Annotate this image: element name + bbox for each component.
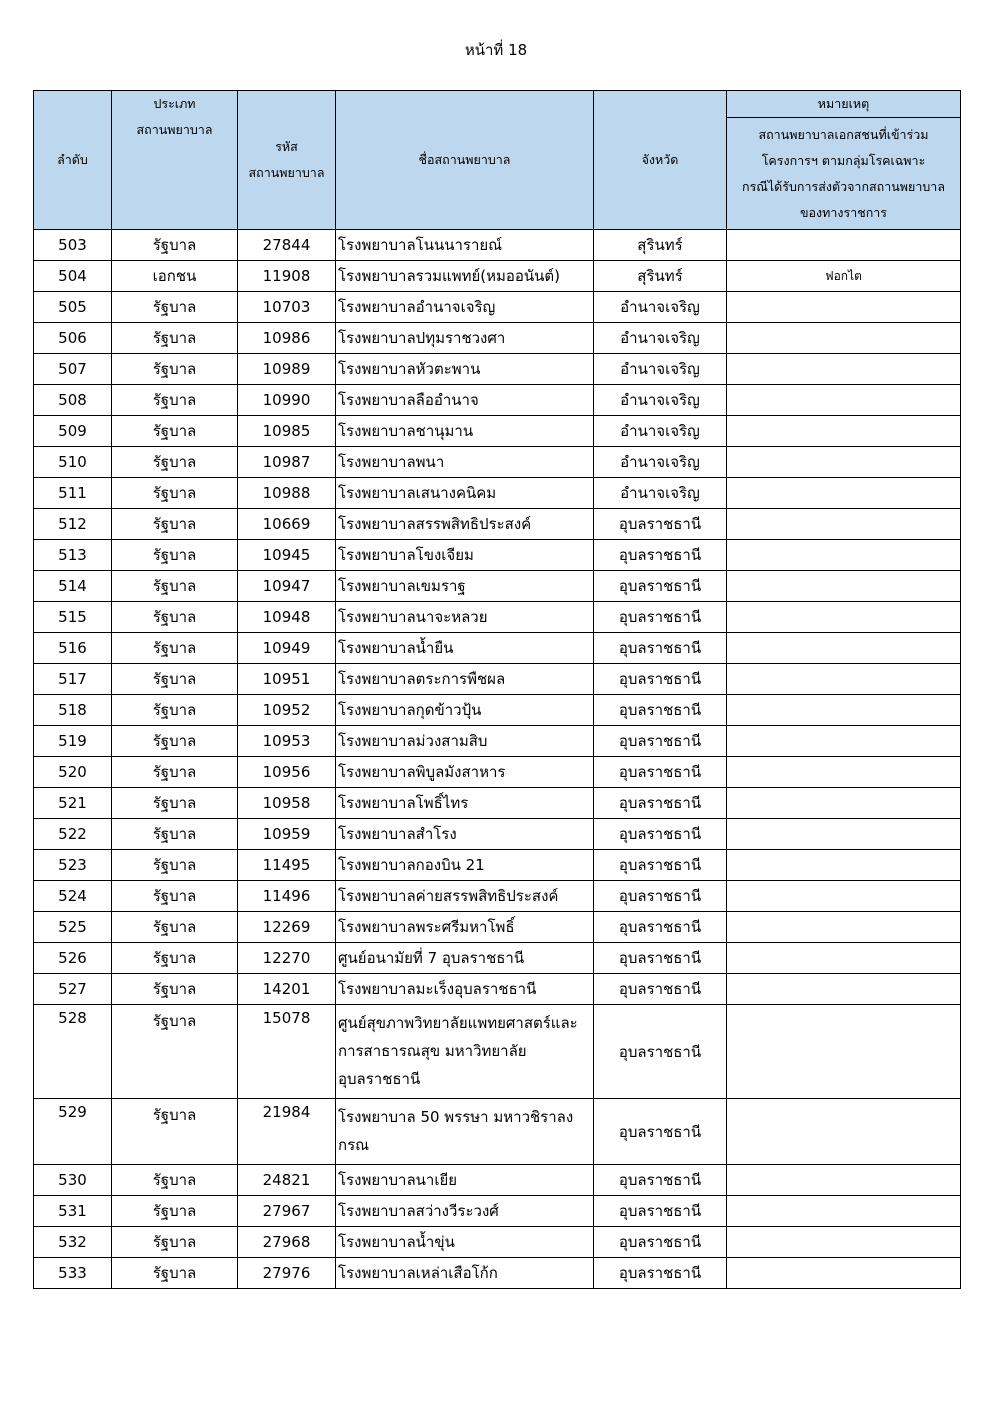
cell-name: โรงพยาบาลเสนางคนิคม <box>336 478 594 509</box>
cell-name-line: อุบลราชธานี <box>338 1070 421 1088</box>
cell-type: รัฐบาล <box>112 292 238 323</box>
cell-no: 523 <box>34 850 112 881</box>
table-row <box>34 819 961 850</box>
cell-remark <box>727 695 961 726</box>
cell-remark <box>727 447 961 478</box>
header-remark-sub-line2: โครงการฯ ตามกลุ่มโรคเฉพาะ <box>761 152 926 168</box>
table-row <box>34 1099 961 1165</box>
page-number: หน้าที่ 18 <box>464 41 528 59</box>
cell-type: รัฐบาล <box>112 509 238 540</box>
cell-code: 10990 <box>238 385 336 416</box>
cell-remark <box>727 1196 961 1227</box>
table-row <box>34 974 961 1005</box>
cell-province: อุบลราชธานี <box>594 633 727 664</box>
cell-province: อุบลราชธานี <box>594 788 727 819</box>
cell-code: 10949 <box>238 633 336 664</box>
header-remark: หมายเหตุ <box>727 91 961 118</box>
cell-province: อุบลราชธานี <box>594 819 727 850</box>
cell-code: 14201 <box>238 974 336 1005</box>
cell-code: 10703 <box>238 292 336 323</box>
cell-code: 11908 <box>238 261 336 292</box>
cell-remark <box>727 571 961 602</box>
header-type-line2: สถานพยาบาล <box>136 122 213 137</box>
cell-code: 10989 <box>238 354 336 385</box>
cell-name-line: โรงพยาบาล 50 พรรษา มหาวชิราลง <box>338 1108 574 1126</box>
cell-name: โรงพยาบาลชานุมาน <box>336 416 594 447</box>
cell-no: 506 <box>34 323 112 354</box>
cell-code: 10951 <box>238 664 336 695</box>
cell-remark <box>727 974 961 1005</box>
cell-province: อำนาจเจริญ <box>594 416 727 447</box>
cell-no: 503 <box>34 230 112 261</box>
cell-no: 507 <box>34 354 112 385</box>
cell-type: เอกชน <box>112 261 238 292</box>
cell-name: โรงพยาบาลม่วงสามสิบ <box>336 726 594 757</box>
cell-province: อุบลราชธานี <box>594 1005 727 1099</box>
cell-province: อุบลราชธานี <box>594 850 727 881</box>
cell-name-line: กรณ <box>338 1136 370 1154</box>
cell-name: โรงพยาบาลลืออำนาจ <box>336 385 594 416</box>
cell-province: อุบลราชธานี <box>594 757 727 788</box>
header-remark-sub-line4: ของทางราชการ <box>799 204 888 220</box>
cell-code: 10986 <box>238 323 336 354</box>
header-remark-sub-line3: กรณีได้รับการส่งตัวจากสถานพยาบาล <box>742 178 945 194</box>
cell-name: โรงพยาบาลหัวตะพาน <box>336 354 594 385</box>
table-row <box>34 509 961 540</box>
cell-remark <box>727 416 961 447</box>
cell-no: 504 <box>34 261 112 292</box>
header-code-line1: รหัส <box>275 139 298 154</box>
cell-type: รัฐบาล <box>112 974 238 1005</box>
cell-type: รัฐบาล <box>112 385 238 416</box>
header-type <box>112 91 238 230</box>
table-row <box>34 788 961 819</box>
cell-type: รัฐบาล <box>112 757 238 788</box>
cell-name: โรงพยาบาลพระศรีมหาโพธิ์ <box>336 912 594 943</box>
cell-type: รัฐบาล <box>112 571 238 602</box>
table-row <box>34 230 961 261</box>
cell-province: อุบลราชธานี <box>594 1196 727 1227</box>
cell-no: 520 <box>34 757 112 788</box>
cell-province: สุรินทร์ <box>594 261 727 292</box>
cell-province: อุบลราชธานี <box>594 602 727 633</box>
cell-type: รัฐบาล <box>112 1165 238 1196</box>
cell-no: 509 <box>34 416 112 447</box>
header-code-line2: สถานพยาบาล <box>248 165 325 180</box>
table-row <box>34 540 961 571</box>
cell-no: 513 <box>34 540 112 571</box>
cell-code: 24821 <box>238 1165 336 1196</box>
header-remark-sub <box>727 118 961 230</box>
cell-code: 27967 <box>238 1196 336 1227</box>
cell-code: 10956 <box>238 757 336 788</box>
cell-remark <box>727 602 961 633</box>
cell-province: อำนาจเจริญ <box>594 447 727 478</box>
cell-remark <box>727 509 961 540</box>
cell-no: 533 <box>34 1258 112 1289</box>
cell-province: อุบลราชธานี <box>594 974 727 1005</box>
cell-name: ศูนย์อนามัยที่ 7 อุบลราชธานี <box>336 943 594 974</box>
cell-province: อุบลราชธานี <box>594 1227 727 1258</box>
cell-type: รัฐบาล <box>112 819 238 850</box>
cell-remark <box>727 788 961 819</box>
cell-type: รัฐบาล <box>112 416 238 447</box>
cell-no: 521 <box>34 788 112 819</box>
cell-name-line: การสาธารณสุข มหาวิทยาลัย <box>338 1042 527 1060</box>
table-row <box>34 664 961 695</box>
cell-type: รัฐบาล <box>112 478 238 509</box>
header-remark-sub-line1: สถานพยาบาลเอกสชนที่เข้าร่วม <box>758 126 929 142</box>
cell-name: โรงพยาบาลเหล่าเสือโก้ก <box>336 1258 594 1289</box>
cell-type: รัฐบาล <box>112 1258 238 1289</box>
cell-type: รัฐบาล <box>112 850 238 881</box>
cell-name: โรงพยาบาลค่ายสรรพสิทธิประสงค์ <box>336 881 594 912</box>
table-row <box>34 1165 961 1196</box>
cell-remark <box>727 540 961 571</box>
cell-name <box>336 1099 594 1165</box>
cell-no: 510 <box>34 447 112 478</box>
header-no: ลำดับ <box>34 91 112 230</box>
cell-name: โรงพยาบาลนาจะหลวย <box>336 602 594 633</box>
cell-name: โรงพยาบาลโขงเจียม <box>336 540 594 571</box>
cell-province: อุบลราชธานี <box>594 1165 727 1196</box>
table-row <box>34 912 961 943</box>
cell-no: 508 <box>34 385 112 416</box>
cell-remark <box>727 881 961 912</box>
table-row <box>34 881 961 912</box>
table-row <box>34 571 961 602</box>
cell-code: 10987 <box>238 447 336 478</box>
cell-name: โรงพยาบาลสว่างวีระวงศ์ <box>336 1196 594 1227</box>
cell-type: รัฐบาล <box>112 354 238 385</box>
cell-remark <box>727 323 961 354</box>
cell-no: 526 <box>34 943 112 974</box>
cell-type: รัฐบาล <box>112 912 238 943</box>
cell-code: 11496 <box>238 881 336 912</box>
table-row <box>34 323 961 354</box>
cell-code: 10948 <box>238 602 336 633</box>
cell-type: รัฐบาล <box>112 602 238 633</box>
cell-no: 524 <box>34 881 112 912</box>
cell-province: อุบลราชธานี <box>594 664 727 695</box>
table-row <box>34 695 961 726</box>
cell-name: โรงพยาบาลอำนาจเจริญ <box>336 292 594 323</box>
cell-name: โรงพยาบาลปทุมราชวงศา <box>336 323 594 354</box>
cell-remark <box>727 1005 961 1099</box>
cell-province: อำนาจเจริญ <box>594 323 727 354</box>
cell-no: 527 <box>34 974 112 1005</box>
cell-province: อำนาจเจริญ <box>594 385 727 416</box>
cell-no: 529 <box>34 1099 112 1165</box>
cell-name: โรงพยาบาลนาเยีย <box>336 1165 594 1196</box>
cell-name: โรงพยาบาลน้ำขุ่น <box>336 1227 594 1258</box>
cell-type: รัฐบาล <box>112 540 238 571</box>
cell-name: โรงพยาบาลกุดข้าวปุ้น <box>336 695 594 726</box>
cell-province: อุบลราชธานี <box>594 509 727 540</box>
cell-province: อุบลราชธานี <box>594 912 727 943</box>
cell-remark <box>727 1165 961 1196</box>
cell-code: 12269 <box>238 912 336 943</box>
cell-remark <box>727 912 961 943</box>
table-body <box>34 230 961 1289</box>
cell-name: โรงพยาบาลรวมแพทย์(หมออนันต์) <box>336 261 594 292</box>
cell-name: โรงพยาบาลตระการพืชผล <box>336 664 594 695</box>
cell-no: 505 <box>34 292 112 323</box>
table-row <box>34 1227 961 1258</box>
cell-remark <box>727 819 961 850</box>
table-row <box>34 1005 961 1099</box>
cell-name <box>336 1005 594 1099</box>
cell-province: อุบลราชธานี <box>594 943 727 974</box>
cell-type: รัฐบาล <box>112 788 238 819</box>
table-row <box>34 478 961 509</box>
cell-remark <box>727 757 961 788</box>
cell-remark <box>727 1227 961 1258</box>
cell-province: อุบลราชธานี <box>594 1099 727 1165</box>
table-row <box>34 850 961 881</box>
cell-name: โรงพยาบาลโพธิ์ไทร <box>336 788 594 819</box>
header-province: จังหวัด <box>594 91 727 230</box>
cell-remark <box>727 943 961 974</box>
cell-no: 532 <box>34 1227 112 1258</box>
cell-type: รัฐบาล <box>112 230 238 261</box>
cell-type: รัฐบาล <box>112 664 238 695</box>
table-row <box>34 1196 961 1227</box>
cell-name: โรงพยาบาลสำโรง <box>336 819 594 850</box>
cell-province: อุบลราชธานี <box>594 726 727 757</box>
cell-code: 12270 <box>238 943 336 974</box>
cell-no: 528 <box>34 1005 112 1099</box>
cell-code: 10945 <box>238 540 336 571</box>
cell-name: โรงพยาบาลเขมราฐ <box>336 571 594 602</box>
cell-no: 522 <box>34 819 112 850</box>
cell-no: 518 <box>34 695 112 726</box>
cell-no: 514 <box>34 571 112 602</box>
cell-type: รัฐบาล <box>112 1099 238 1165</box>
cell-no: 519 <box>34 726 112 757</box>
cell-type: รัฐบาล <box>112 881 238 912</box>
cell-remark <box>727 1258 961 1289</box>
cell-name: โรงพยาบาลโนนนารายณ์ <box>336 230 594 261</box>
cell-province: อำนาจเจริญ <box>594 292 727 323</box>
cell-no: 512 <box>34 509 112 540</box>
cell-no: 530 <box>34 1165 112 1196</box>
cell-name: โรงพยาบาลสรรพสิทธิประสงค์ <box>336 509 594 540</box>
table-row <box>34 757 961 788</box>
cell-code: 10669 <box>238 509 336 540</box>
cell-code: 10988 <box>238 478 336 509</box>
table-row <box>34 633 961 664</box>
cell-province: สุรินทร์ <box>594 230 727 261</box>
cell-type: รัฐบาล <box>112 633 238 664</box>
cell-remark: ฟอกไต <box>727 261 961 292</box>
cell-remark <box>727 664 961 695</box>
cell-code: 10952 <box>238 695 336 726</box>
cell-no: 517 <box>34 664 112 695</box>
cell-province: อุบลราชธานี <box>594 695 727 726</box>
cell-no: 515 <box>34 602 112 633</box>
cell-province: อำนาจเจริญ <box>594 354 727 385</box>
header-code <box>238 91 336 230</box>
cell-type: รัฐบาล <box>112 1196 238 1227</box>
cell-province: อำนาจเจริญ <box>594 478 727 509</box>
table-row <box>34 261 961 292</box>
cell-type: รัฐบาล <box>112 1227 238 1258</box>
table-row <box>34 602 961 633</box>
cell-name: โรงพยาบาลพิบูลมังสาหาร <box>336 757 594 788</box>
table-row <box>34 416 961 447</box>
cell-remark <box>727 478 961 509</box>
cell-province: อุบลราชธานี <box>594 881 727 912</box>
cell-name-line: ศูนย์สุขภาพวิทยาลัยแพทยศาสตร์และ <box>338 1014 578 1032</box>
table-row <box>34 726 961 757</box>
cell-type: รัฐบาล <box>112 323 238 354</box>
table-row <box>34 943 961 974</box>
cell-code: 11495 <box>238 850 336 881</box>
cell-remark <box>727 354 961 385</box>
cell-province: อุบลราชธานี <box>594 571 727 602</box>
cell-name: โรงพยาบาลมะเร็งอุบลราชธานี <box>336 974 594 1005</box>
cell-no: 531 <box>34 1196 112 1227</box>
table-row <box>34 292 961 323</box>
cell-name: โรงพยาบาลพนา <box>336 447 594 478</box>
cell-code: 10959 <box>238 819 336 850</box>
cell-province: อุบลราชธานี <box>594 1258 727 1289</box>
cell-no: 511 <box>34 478 112 509</box>
cell-remark <box>727 1099 961 1165</box>
cell-code: 10947 <box>238 571 336 602</box>
cell-code: 27968 <box>238 1227 336 1258</box>
cell-name: โรงพยาบาลน้ำยืน <box>336 633 594 664</box>
header-name: ชื่อสถานพยาบาล <box>336 91 594 230</box>
table-row <box>34 447 961 478</box>
cell-code: 27976 <box>238 1258 336 1289</box>
cell-code: 10985 <box>238 416 336 447</box>
table-row <box>34 385 961 416</box>
cell-code: 10958 <box>238 788 336 819</box>
cell-code: 27844 <box>238 230 336 261</box>
table-row <box>34 354 961 385</box>
cell-type: รัฐบาล <box>112 447 238 478</box>
cell-type: รัฐบาล <box>112 1005 238 1099</box>
cell-code: 21984 <box>238 1099 336 1165</box>
cell-no: 525 <box>34 912 112 943</box>
cell-type: รัฐบาล <box>112 943 238 974</box>
header-type-line1: ประเภท <box>153 96 196 111</box>
cell-code: 15078 <box>238 1005 336 1099</box>
hospital-table <box>33 90 961 1289</box>
cell-remark <box>727 850 961 881</box>
table-row <box>34 1258 961 1289</box>
cell-code: 10953 <box>238 726 336 757</box>
cell-remark <box>727 230 961 261</box>
cell-remark <box>727 385 961 416</box>
cell-remark <box>727 633 961 664</box>
cell-no: 516 <box>34 633 112 664</box>
cell-remark <box>727 292 961 323</box>
cell-name: โรงพยาบาลกองบิน 21 <box>336 850 594 881</box>
cell-province: อุบลราชธานี <box>594 540 727 571</box>
cell-remark <box>727 726 961 757</box>
cell-type: รัฐบาล <box>112 695 238 726</box>
cell-type: รัฐบาล <box>112 726 238 757</box>
